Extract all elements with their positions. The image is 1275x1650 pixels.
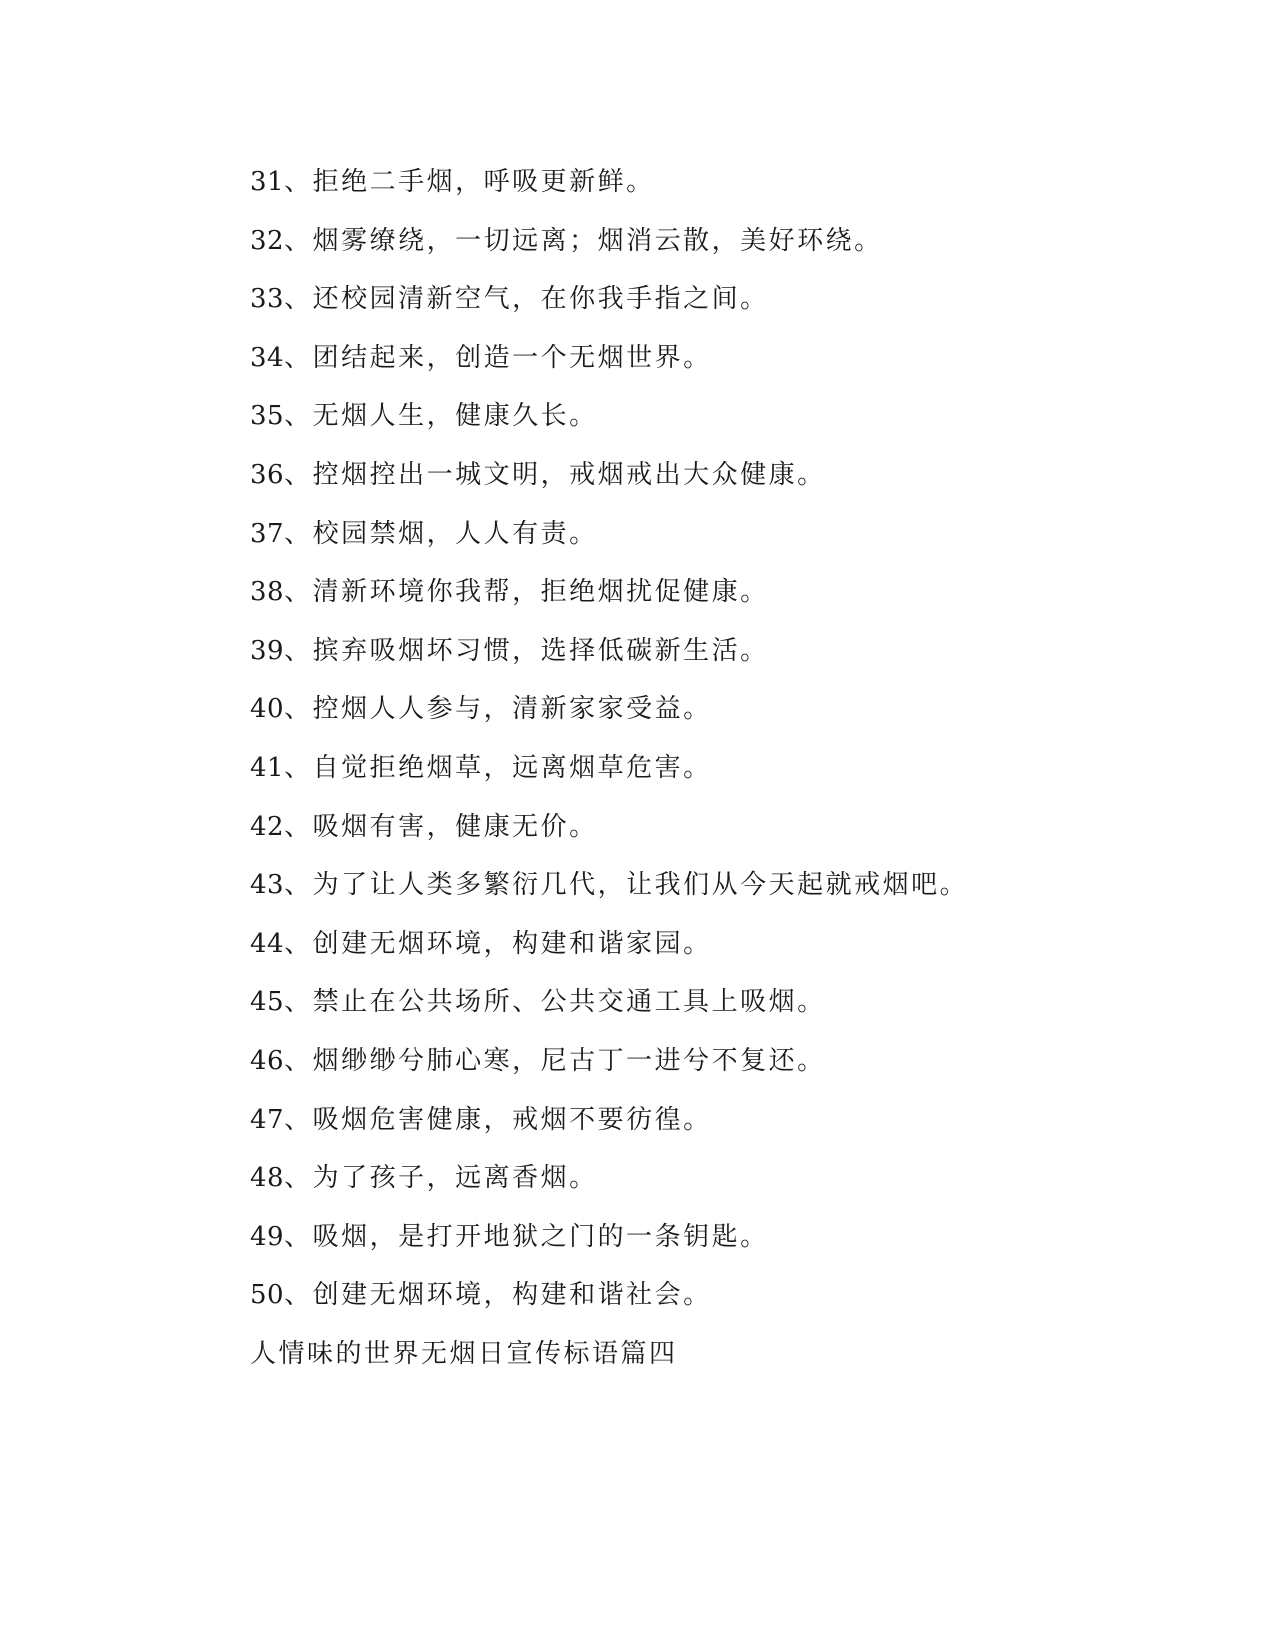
list-item [250,746,1150,805]
item-number: 41 [250,752,285,783]
list-item [250,1215,1150,1274]
item-number: 50 [250,1280,285,1311]
item-text: 、校园禁烟，人人有责。 [284,518,598,549]
item-text: 、吸烟危害健康，戒烟不要彷徨。 [284,1104,712,1135]
item-number: 48 [250,1163,285,1194]
list-item [250,1273,1150,1332]
item-number: 39 [250,635,285,666]
item-text: 、团结起来，创造一个无烟世界。 [284,342,712,373]
item-number: 40 [250,694,285,725]
item-text: 、吸烟有害，健康无价。 [284,811,598,842]
item-number: 45 [250,987,285,1018]
item-text: 、烟雾缭绕，一切远离；烟消云散，美好环绕。 [284,225,883,256]
item-number: 46 [250,1045,285,1076]
item-number: 35 [250,401,285,432]
item-number: 43 [250,870,285,901]
item-number: 49 [250,1221,285,1252]
list-item [250,336,1150,395]
item-number: 38 [250,577,285,608]
list-item [250,687,1150,746]
item-text: 、清新环境你我帮，拒绝烟扰促健康。 [284,577,769,608]
list-item [250,570,1150,629]
item-text: 、控烟人人参与，清新家家受益。 [284,694,712,725]
list-item [250,1156,1150,1215]
list-item [250,394,1150,453]
item-number: 37 [250,518,285,549]
list-item [250,160,1150,219]
item-number: 34 [250,342,285,373]
item-number: 42 [250,811,285,842]
item-text: 、创建无烟环境，构建和谐社会。 [284,1280,712,1311]
list-item [250,512,1150,571]
item-text: 、拒绝二手烟，呼吸更新鲜。 [284,167,655,197]
list-item [250,863,1150,922]
list-item [250,980,1150,1039]
item-number: 33 [250,284,285,315]
item-text: 、自觉拒绝烟草，远离烟草危害。 [284,752,712,783]
list-item [250,219,1150,278]
list-item [250,629,1150,688]
item-text: 、为了孩子，远离香烟。 [284,1163,598,1194]
item-text: 、创建无烟环境，构建和谐家园。 [284,928,712,959]
list-item [250,1098,1150,1157]
list-item [250,922,1150,981]
list-item [250,1039,1150,1098]
item-number: 36 [250,459,285,490]
item-text: 、无烟人生，健康久长。 [284,401,598,432]
item-text: 、控烟控出一城文明，戒烟戒出大众健康。 [284,459,826,490]
item-text: 、还校园清新空气，在你我手指之间。 [284,284,769,315]
item-text: 、烟缈缈兮肺心寒，尼古丁一进兮不复还。 [284,1045,826,1076]
item-text: 、禁止在公共场所、公共交通工具上吸烟。 [284,987,826,1018]
list-item [250,805,1150,864]
list-item [250,277,1150,336]
item-number: 32 [250,225,285,256]
item-text: 、为了让人类多繁衍几代，让我们从今天起就戒烟吧。 [284,870,969,901]
item-number: 44 [250,928,285,959]
item-text: 、吸烟，是打开地狱之门的一条钥匙。 [284,1221,769,1252]
section-heading: 人情味的世界无烟日宣传标语篇四 [250,1338,678,1369]
item-number: 31 [250,167,285,197]
slogan-list [250,160,1150,1390]
item-number: 47 [250,1104,285,1135]
list-item [250,453,1150,512]
item-text: 、摈弃吸烟坏习惯，选择低碳新生活。 [284,635,769,666]
